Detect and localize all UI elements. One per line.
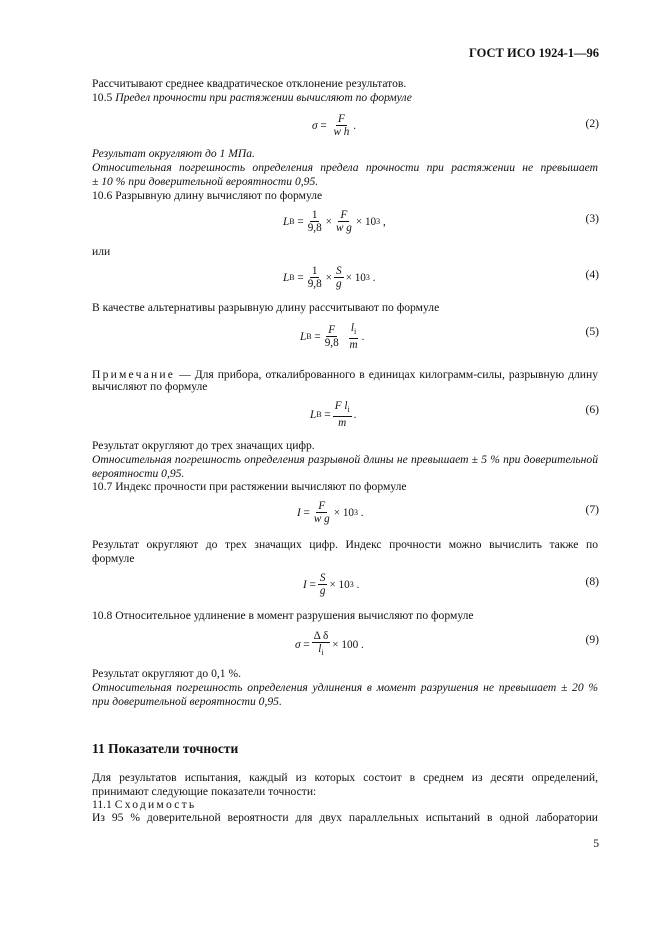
equation-3: [283, 209, 386, 234]
clause-11-1: [92, 798, 196, 812]
eq-power: 10: [364, 215, 377, 228]
eq-numerator-var: l: [350, 322, 354, 334]
equation-5: [300, 322, 364, 351]
clause-number: 10.5: [92, 91, 113, 104]
eq-denominator: m: [349, 339, 358, 351]
eq-times: ×: [355, 215, 363, 228]
equation-number: (4): [585, 268, 599, 281]
text-line: формуле: [92, 552, 135, 565]
eq-value: 100: [341, 638, 359, 651]
clause-number: 11.1: [92, 798, 112, 811]
eq-tail: .: [360, 506, 364, 519]
eq-lhs-sub: B: [289, 217, 295, 226]
eq-sign: =: [297, 271, 304, 284]
eq-numerator: F: [337, 113, 345, 125]
eq-tail: .: [372, 271, 376, 284]
text-line: Результат округляют до трех значащих цифр.: [92, 439, 315, 452]
eq-numerator: 1: [311, 209, 318, 221]
eq-fraction: [347, 322, 359, 351]
eq-fraction: [333, 400, 352, 429]
eq-lhs: I: [297, 506, 301, 519]
eq-exponent: 3: [354, 508, 358, 517]
note-text: — Для прибора, откалиброванного в единицах килограмм-силы, разрывную длину: [179, 368, 598, 381]
eq-denominator: 9,8: [324, 337, 339, 349]
clause-text: Предел прочности при растяжении вычисляют по формуле: [115, 91, 412, 104]
text-line: Относительная погрешность определения удлинения в момент разрушения не превышает ± 20 %: [92, 681, 598, 694]
eq-sign: =: [303, 638, 310, 651]
eq-times: ×: [332, 638, 339, 651]
eq-denominator-var: l: [318, 643, 322, 655]
eq-tail: .: [360, 638, 364, 651]
eq-power: 10: [342, 506, 354, 519]
eq-numerator-var: F l: [334, 400, 348, 412]
eq-sign: =: [324, 408, 331, 421]
eq-lhs: I: [303, 578, 307, 591]
eq-sign: =: [303, 506, 310, 519]
eq-numerator: 1: [311, 265, 318, 277]
eq-tail: .: [361, 330, 365, 343]
eq-numerator-sub: i: [347, 405, 350, 414]
eq-lhs: L: [310, 408, 317, 421]
text-line: Результат округляют до 1 МПа.: [92, 147, 255, 160]
eq-numerator: F: [328, 324, 336, 336]
equation-8: [303, 572, 359, 597]
eq-denominator: w g: [313, 513, 330, 525]
eq-exponent: 3: [376, 217, 381, 226]
eq-tail: ,: [382, 215, 386, 228]
eq-lhs-sub: B: [289, 273, 295, 282]
eq-fraction: [334, 265, 344, 290]
text-line: Из 95 % доверительной вероятности для двух параллельных испытаний в одной лаборатории: [92, 811, 598, 824]
eq-sign: =: [314, 330, 321, 343]
clause-10-7: 10.7 Индекс прочности при растяжении вычисляют по формуле: [92, 480, 407, 493]
eq-numerator: [349, 322, 358, 339]
eq-numerator: Δ δ: [313, 630, 329, 642]
equation-6: [310, 400, 356, 429]
eq-denominator: 9,8: [307, 278, 322, 290]
eq-times: ×: [329, 578, 336, 591]
eq-sign: =: [320, 119, 327, 132]
eq-fraction: [318, 572, 328, 597]
eq-denominator-sub: i: [321, 648, 324, 657]
equation-number: (2): [585, 117, 599, 130]
eq-tail: .: [356, 578, 360, 591]
equation-number: (9): [585, 633, 599, 646]
eq-denominator: [316, 643, 325, 659]
text-line: ± 10 % при доверительной вероятности 0,95.: [92, 175, 319, 188]
eq-lhs-sub: B: [316, 410, 322, 419]
equation-2: [312, 113, 356, 138]
eq-numerator: S: [335, 265, 342, 277]
text-line: или: [92, 245, 111, 258]
eq-numerator: [333, 400, 352, 417]
eq-lhs-sub: B: [306, 332, 312, 341]
eq-denominator: m: [338, 417, 347, 429]
eq-lhs: σ: [312, 119, 318, 132]
text-line: Результат округляют до 0,1 %.: [92, 667, 242, 680]
clause-10-8: 10.8 Относительное удлинение в момент разрушения вычисляют по формуле: [92, 609, 474, 622]
equation-7: [297, 500, 364, 525]
text-line: принимают следующие показатели точности:: [92, 785, 317, 798]
eq-times: ×: [345, 271, 352, 284]
page-number: 5: [593, 837, 599, 850]
text-line: Для результатов испытания, каждый из которых состоит в среднем из десяти определений,: [92, 771, 598, 784]
text-line: при доверительной вероятности 0,95.: [92, 695, 282, 708]
eq-lhs: σ: [295, 638, 301, 651]
equation-9: [295, 630, 364, 659]
eq-denominator: w g: [335, 222, 352, 234]
eq-tail: .: [353, 408, 357, 421]
clause-10-5: [92, 91, 412, 105]
eq-numerator-sub: i: [353, 327, 357, 336]
equation-number: (6): [585, 403, 599, 416]
equation-4: [283, 265, 375, 290]
equation-number: (7): [585, 503, 599, 516]
eq-denominator: g: [335, 278, 342, 290]
eq-numerator: F: [340, 209, 348, 221]
eq-fraction: [331, 113, 351, 138]
eq-lhs: L: [300, 330, 307, 343]
eq-exponent: 3: [365, 273, 370, 282]
text-line: В качестве альтернативы разрывную длину рассчитывают по формуле: [92, 301, 440, 314]
eq-numerator: S: [319, 572, 326, 584]
eq-denominator: g: [319, 585, 326, 597]
section-heading: 11 Показатели точности: [92, 741, 239, 756]
eq-numerator: F: [318, 500, 326, 512]
eq-times: ×: [325, 271, 332, 284]
note-line: вычисляют по формуле: [92, 380, 208, 393]
equation-number: (5): [585, 325, 599, 338]
text-line: Рассчитывают среднее квадратическое отклонение результатов.: [92, 77, 407, 90]
eq-fraction: [323, 324, 341, 349]
equation-number: (8): [585, 575, 599, 588]
text-line: Относительная погрешность определения разрывной длины не превышает ± 5 % при доверительной: [92, 453, 598, 466]
eq-lhs: L: [283, 271, 290, 284]
eq-denominator: w h: [333, 126, 350, 138]
eq-exponent: 3: [349, 580, 354, 589]
clause-title: Сходимость: [114, 798, 197, 811]
eq-fraction: [306, 209, 324, 234]
text-line: Относительная погрешность определения предела прочности при растяжении не превышает: [92, 161, 598, 174]
eq-denominator: 9,8: [307, 222, 322, 234]
text-line: вероятности 0,95.: [92, 467, 185, 480]
eq-fraction: [306, 265, 324, 290]
eq-power: 10: [354, 271, 366, 284]
eq-lhs: L: [283, 215, 290, 228]
text-line: Результат округляют до трех значащих цифр. Индекс прочности можно вычислить также по: [92, 538, 598, 551]
eq-fraction: [312, 500, 332, 525]
eq-fraction: [334, 209, 354, 234]
eq-tail: .: [353, 119, 357, 132]
document-header: ГОСТ ИСО 1924-1—96: [468, 46, 599, 60]
eq-times: ×: [333, 506, 341, 519]
note-label: Примечание: [92, 368, 176, 381]
eq-sign: =: [297, 215, 304, 228]
eq-fraction: [312, 630, 331, 659]
equation-number: (3): [585, 212, 599, 225]
eq-sign: =: [309, 578, 316, 591]
eq-times: ×: [325, 215, 332, 228]
clause-10-6: 10.6 Разрывную длину вычисляют по формуле: [92, 189, 323, 202]
eq-power: 10: [338, 578, 350, 591]
